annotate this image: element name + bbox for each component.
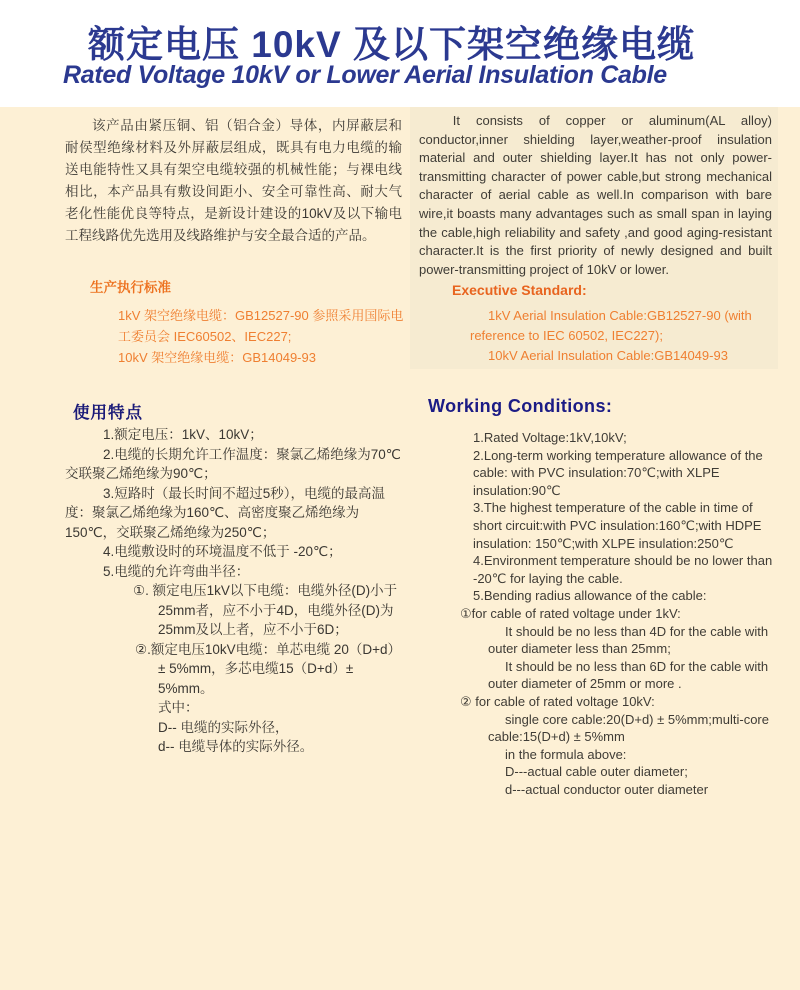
feature-item: 3.短路时（最长时间不超过5秒），电缆的最高温度：聚氯乙烯绝缘为160℃、高密度聚乙烯绝缘为150℃，交联聚乙烯绝缘为250℃； [65, 485, 386, 540]
formula-note: d---actual conductor outer diameter [505, 781, 709, 797]
production-standard-section-chinese [90, 277, 405, 368]
condition-item: 3.The highest temperature of the cable in time of short circuit:with PVC insulation:160℃;with HDPE insulation: 150℃;with XLPE insulation:250℃ [473, 500, 762, 551]
condition-subitem: single core cable:20(D+d) ± 5%mm;multi-core cable:15(D+d) ± 5%mm [488, 711, 769, 745]
standard-line: 1kV Aerial Insulation Cable:GB12527-90 (with reference to IEC 60502, IEC227); [470, 308, 752, 343]
condition-subitem: ② for cable of rated voltage 10kV: [460, 693, 655, 709]
feature-subitem: ①. 额定电压1kV以下电缆：电缆外径(D)小于25mm者，应不小于4D，电缆外径(D)为25mm及以上者，应不小于6D； [133, 583, 398, 637]
feature-item: 5.电缆的允许弯曲半径： [103, 563, 250, 579]
feature-item: 4.电缆敷设时的环境温度不低于 -20℃； [103, 544, 342, 559]
production-standard-heading-chinese: 生产执行标准 [90, 280, 171, 295]
condition-item: 5.Bending radius allowance of the cable: [473, 588, 707, 604]
page-title-chinese: 额定电压 10kV 及以下架空绝缘电缆 [88, 24, 695, 65]
working-conditions-list-english [460, 429, 774, 798]
intro-paragraph-chinese: 该产品由紧压铜、铝（铝合金）导体，内屏蔽层和耐侯型绝缘材料及外屏蔽层组成，既具有电力电缆的输送电能特性又具有架空电缆较强的机械性能；与裸电线相比，本产品具有敷设间距小、安全可靠性高、耐大气老化性能优良等特点，是新设计建设的10kV及以下输电工程线路优先选用及线路维护与安全最合适的产品。 [65, 118, 402, 243]
formula-note: D-- 电缆的实际外径， [158, 719, 289, 735]
feature-item: 2.电缆的长期允许工作温度：聚氯乙烯绝缘为70℃ 交联聚乙烯绝缘为90℃； [65, 446, 401, 481]
condition-item: 1.Rated Voltage:1kV,10kV; [473, 430, 627, 445]
formula-note: in the formula above: [505, 746, 627, 762]
executive-standard-heading-english: Executive Standard: [452, 282, 587, 298]
condition-subitem: It should be no less than 4D for the cable with outer diameter less than 25mm; [488, 623, 769, 657]
formula-note: d-- 电缆导体的实际外径。 [158, 739, 314, 754]
feature-item: 1.额定电压：1kV、10kV； [103, 427, 263, 442]
intro-paragraph-english: It consists of copper or aluminum(AL alloy) conductor,inner shielding layer,weather-proof insulation material and outer shielding layer.It has not only power-transmitting character of power cable,but strong mechanical character of aerial cable as well.In comparison with bare wire,it boasts many advantages such as small span in laying the cable,high reliability and safety ,and good aging-resistant character.It is the first priority of newly designed and built power-transmitting project of 10kV or lower. [419, 113, 772, 277]
condition-item: 2.Long-term working temperature allowance of the cable: with PVC insulation:70℃;with XLPE insulation:90℃ [473, 447, 763, 498]
working-conditions-heading-english: Working Conditions: [428, 396, 613, 416]
executive-standard-section-english [452, 280, 774, 366]
page-title-english: Rated Voltage 10kV or Lower Aerial Insulation Cable [63, 61, 667, 89]
condition-subitem: ①for cable of rated voltage under 1kV: [460, 605, 681, 621]
features-list-chinese [65, 425, 407, 757]
condition-subitem: It should be no less than 6D for the cable with outer diameter of 25mm or more . [488, 658, 769, 692]
feature-subitem: ②.额定电压10kV电缆：单芯电缆 20（D+d）± 5%mm，多芯电缆15（D+d）± 5%mm。 [135, 641, 402, 696]
standard-line: 1kV 架空绝缘电缆：GB12527-90 参照采用国际电工委员会 IEC60502、IEC227; [118, 308, 404, 344]
formula-note: 式中： [158, 700, 199, 715]
formula-note: D---actual cable outer diameter; [505, 764, 688, 780]
features-heading-chinese: 使用特点 [73, 404, 143, 422]
standard-line: 10kV 架空绝缘电缆：GB14049-93 [118, 350, 316, 365]
condition-item: 4.Environment temperature should be no lower than -20℃ for laying the cable. [473, 553, 773, 586]
standard-line: 10kV Aerial Insulation Cable:GB14049-93 [488, 348, 728, 363]
